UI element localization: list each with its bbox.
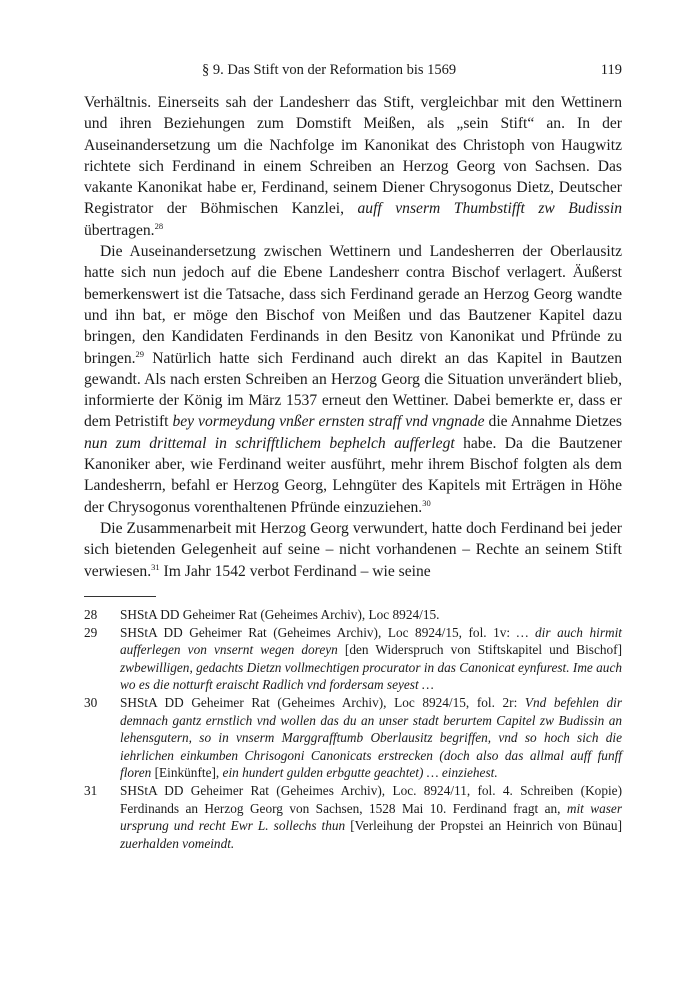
italic-quote: bey vormeydung vnßer ernsten straff vnd vngnade <box>172 413 485 431</box>
italic-quote: … dir auch hirmit aufferlegen von vnsernt wegen doreyn <box>120 624 622 658</box>
running-title: § 9. Das Stift von der Reformation bis 1569 <box>202 62 457 78</box>
text-run: Verhältnis. Einerseits sah der Landesherr das Stift, vergleichbar mit den Wettinern und ihren Beziehungen zum Domstift Meißen, als „sein Stift“ an. In der Auseinandersetzung um die Nachfolge im Kanonikat des Christoph von Haugwitz richtete sich Ferdinand in einem Schreiben an Herzog Georg von Sachsen. Das vakante Kanonikat habe er, Ferdinand, seinem Diener Chrysogonus Dietz, Deutscher Registrator der Böhmischen Kanzlei, <box>84 94 622 218</box>
text-run: Die Zusammenarbeit mit Herzog Georg verwundert, hatte doch Ferdinand bei jeder sich bietenden Gelegenheit auf seine – nicht vorhandenen – Rechte an seinem Stift verwiesen. <box>84 519 622 580</box>
footnote <box>84 606 622 624</box>
text-run: übertragen. <box>84 221 155 239</box>
page-number: 119 <box>600 62 622 78</box>
text-run: Im Jahr 1542 verbot Ferdinand – wie seine <box>159 562 431 580</box>
text-run: SHStA DD Geheimer Rat (Geheimes Archiv), Loc 8924/15, fol. 1v: <box>120 624 517 640</box>
footnote-number: 29 <box>84 624 98 640</box>
body-paragraph <box>84 92 622 241</box>
footnote <box>84 624 622 694</box>
footnote-number: 28 <box>84 607 98 622</box>
text-run: [Verleihung der Propstei an Heinrich von Bünau] <box>345 818 622 834</box>
main-text <box>84 92 622 582</box>
footnote <box>84 782 622 852</box>
footnote-reference: 29 <box>135 348 145 359</box>
footnote <box>84 694 622 782</box>
italic-quote: zuerhalden vomeindt. <box>120 835 235 851</box>
text-run: SHStA DD Geheimer Rat (Geheimes Archiv), Loc 8924/15, fol. 2r: <box>120 694 525 710</box>
body-paragraph <box>84 241 622 518</box>
footnote-number: 30 <box>84 694 98 710</box>
footnote-number: 31 <box>84 782 98 798</box>
footnote-reference: 30 <box>422 497 431 508</box>
text-run: [Einkünfte], <box>151 765 223 781</box>
footnote-separator <box>84 596 156 597</box>
text-run: Die Auseinandersetzung zwischen Wettinern und Landesherren der Oberlausitz hatte sich nun jedoch auf die Ebene Landesherr contra Bischof verlagert. Äußerst bemerkenswert ist die Tatsache, dass sich Ferdinand gerade an Herzog Georg wandte und ihn bat, er möge den Bischof von Meißen und das Bautzener Kapitel dazu bringen, den Kandidaten Ferdinands in den Besitz von Kanonikat und Pfründe zu bringen. <box>84 243 622 367</box>
italic-quote: mit waser ursprung und recht Ewr L. sollechs thun <box>120 800 622 834</box>
text-run: habe. Da die Bautzener Kanoniker aber, wie Ferdinand weiter ausführt, mehr ihrem Bischof folgten als dem Landesherrn, befahl er Herzog Georg, Lehngüter des Kapitels mit Erträgen in Höhe der Chrysogonus vorenthaltenen Pfründe einzuziehen. <box>84 434 622 516</box>
footnotes <box>84 606 622 852</box>
text-run: die Annahme Dietzes <box>484 413 622 431</box>
footnote-reference: 28 <box>154 220 164 231</box>
italic-quote: zwbewilligen, gedachts Dietzn vollmechtigen procurator in das Canonicat eynfurest. Ime auch wo es die notturft eraischt Radlich vnd fordersam seyest … <box>120 659 623 693</box>
italic-quote: nun zum drittemal in schrifftlichem bephelch aufferlegt <box>84 434 455 452</box>
italic-quote: ein hundert gulden erbgutte geachtet) … einziehest. <box>222 765 498 781</box>
text-run: SHStA DD Geheimer Rat (Geheimes Archiv), Loc. 8924/11, fol. 4. Schreiben (Kopie) Ferdinands an Herzog Georg von Sachsen, 1528 Mai 10. Ferdinand fragt an, <box>120 782 622 816</box>
text-run: [den Widerspruch von Stiftskapitel und Bischof] <box>337 642 622 658</box>
italic-quote: auff vnserm Thumbstifft zw Budissin <box>357 200 622 218</box>
italic-quote: Vnd befehlen dir demnach gantz ernstlich vnd wollen das du an unser stadt berurtem Capitel zw Budissin an lehensgutern, so in vnserm Marggrafftumb Oberlausitz begriffen, vnd so hoch sich die iehrlichen einkumben Chrisogoni Canonicats erstrecken (doch also das allmal auff funff floren <box>120 694 622 781</box>
text-run: Natürlich hatte sich Ferdinand auch direkt an das Kapitel in Bautzen gewandt. Als nach ersten Schreiben an Herzog Georg die Situation unverändert blieb, informierte der König im März 1537 erneut den Wettiner. Dabei bemerkte er, dass er dem Petristift <box>84 349 622 431</box>
text-run: SHStA DD Geheimer Rat (Geheimes Archiv), Loc 8924/15. <box>120 607 440 622</box>
running-header <box>84 62 622 82</box>
body-paragraph <box>84 518 622 582</box>
footnote-reference: 31 <box>151 561 160 572</box>
